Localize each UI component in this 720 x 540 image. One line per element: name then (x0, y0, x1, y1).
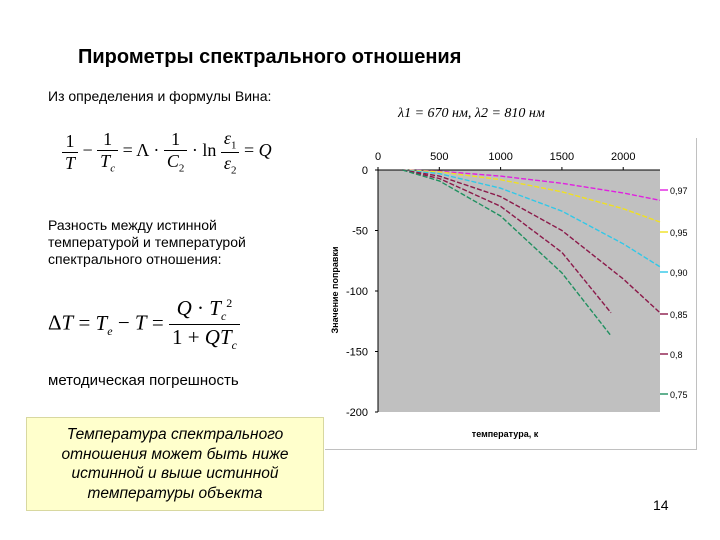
legend-label: 0,95 (670, 228, 688, 238)
intro-text: Из определения и формулы Вина: (48, 88, 272, 104)
slide-title: Пирометры спектрального отношения (78, 46, 462, 68)
legend-label: 0,90 (670, 268, 688, 278)
difference-line-2: температурой и температурой (48, 234, 246, 250)
wavelengths-text: λ1 = 670 нм, λ2 = 810 нм (398, 106, 545, 121)
callout-line-1: Температура спектрального (66, 426, 284, 443)
x-axis-title: температура, к (471, 429, 539, 439)
x-tick-label: 2000 (610, 151, 636, 163)
legend-label: 0,8 (670, 350, 683, 360)
callout-line-3: истинной и выше истинной (71, 465, 279, 482)
y-tick-label: -150 (345, 346, 368, 359)
x-tick-label: 1500 (549, 151, 575, 163)
x-tick-label: 500 (430, 151, 449, 163)
x-tick-label: 1000 (488, 151, 513, 163)
error-formula: $\Delta T = T_e - T$ = $\frac{Q \cdot T_c^2}{1 + QT_c}$ (48, 296, 240, 353)
difference-line-3: спектрального отношения: (48, 251, 222, 267)
legend-label: 0,97 (670, 186, 688, 196)
x-tick-label: 0 (374, 151, 382, 163)
callout-line-4: температуры объекта (87, 484, 263, 502)
page-number: 14 (653, 497, 669, 513)
wien-formula: $\frac{1}{T}$ − $\frac{1}{T_c}$ = Λ · $\frac{1}{C_2}$ · ln $\frac{\varepsilon_1}{\varepsilon_2}$ = Q (62, 128, 272, 176)
callout-line-2: отношения может быть ниже (61, 445, 289, 463)
difference-line-1: Разность между истинной (48, 217, 217, 233)
y-tick-label: -50 (352, 225, 368, 238)
y-tick-label: 0 (361, 165, 368, 177)
y-tick-label: -100 (345, 286, 368, 298)
legend-label: 0,75 (670, 390, 688, 400)
y-tick-label: -200 (345, 407, 368, 419)
legend-label: 0,85 (670, 310, 688, 320)
error-label: методическая погрешность (48, 372, 239, 389)
y-axis-title: Значение поправки (330, 246, 340, 334)
